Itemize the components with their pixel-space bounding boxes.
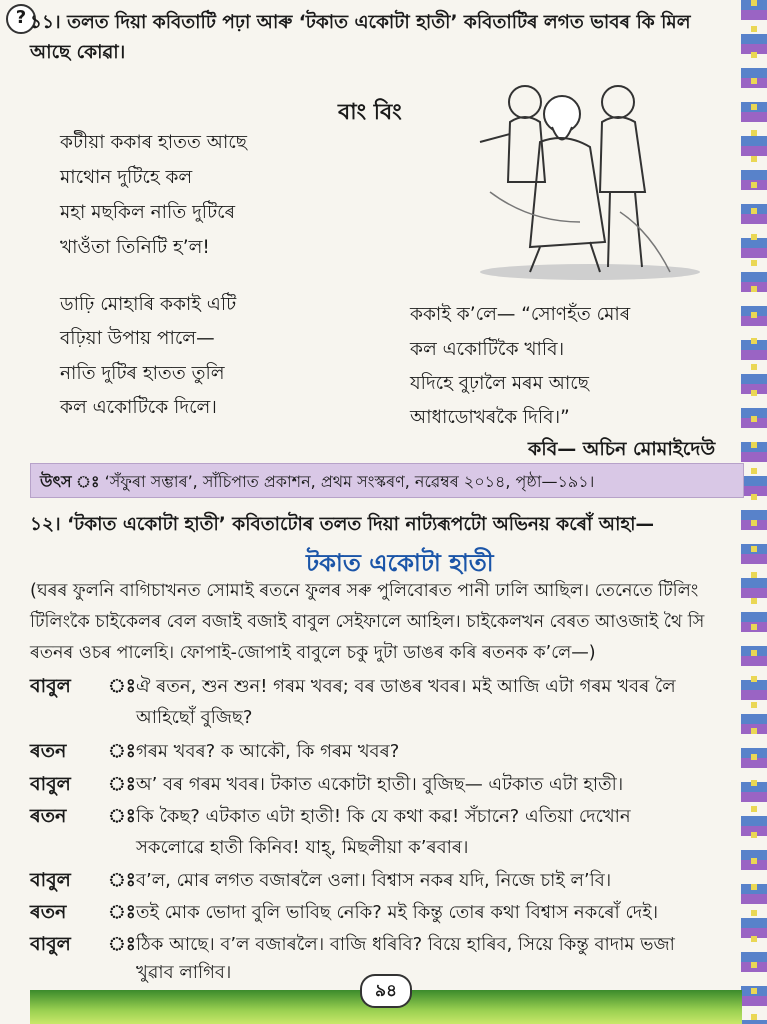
dialogue-colon: ঃ	[108, 675, 136, 697]
dialogue-colon: ঃ	[108, 901, 136, 923]
poem-line: কল একোটিকৈ খাবি।	[410, 339, 565, 360]
play-title: টকাত একোটা হাতী	[306, 549, 494, 577]
poem-line: আধাডোখৰকৈ দিবি।”	[410, 407, 570, 428]
poem-line: কটীয়া ককাৰ হাতত আছে	[60, 132, 247, 153]
dialogue-line: ব’ল, মোৰ লগত বজাৰলৈ ওলা। বিশ্বাস নকৰ যদি, নিজে চাই ল’বি।	[136, 870, 612, 891]
poem-line: ডাঢ়ি মোহাৰি ককাই এটি	[60, 294, 237, 315]
dialogue-colon: ঃ	[108, 869, 136, 891]
question-icon: ?	[6, 4, 36, 34]
dialogue-line: আহিছোঁ বুজিছ?	[136, 707, 253, 728]
dialogue-line: কি কৈছ? এটকাত এটা হাতী! কি যে কথা কৱ! সঁচানে? এতিয়া দেখোন	[136, 806, 631, 827]
dialogue-line: তই মোক ভোদা বুলি ভাবিছ নেকি? মই কিন্তু তোৰ কথা বিশ্বাস নকৰোঁ দেই।	[136, 902, 659, 923]
dialogue-line: অ’ বৰ গৰম খবৰ। টকাত একোটা হাতী। বুজিছ— এটকাত এটা হাতী।	[136, 774, 624, 795]
page-number: ৯৪	[360, 974, 412, 1008]
dialogue-speaker: ৰতন	[30, 901, 67, 923]
poem-title: বাং বিং	[338, 100, 402, 125]
source-line	[40, 469, 594, 496]
decorative-border	[741, 0, 767, 1024]
question-11-line2: আছে কোৱা।	[30, 42, 126, 63]
poem-line: বঢ়িয়া উপায় পালে—	[60, 328, 215, 349]
stage-direction-line: ৰতনৰ ওচৰ পালেহি। ফোপাই-জোপাই বাবুলে চকু দুটা ডাঙৰ কৰি ৰতনক ক’লে—)	[30, 643, 596, 663]
poet-credit: কবি— অচিন মোমাইদেউ	[528, 438, 716, 460]
dialogue-line: ঠিক আছে। ব’ল বজাৰলৈ। বাজি ধৰিবি? বিয়ে হাৰিব, সিয়ে কিন্তু বাদাম ভজা	[136, 934, 675, 955]
dialogue-line: ঐ ৰতন, শুন শুন! গৰম খবৰ; বৰ ডাঙৰ খবৰ। মই আজি এটা গৰম খবৰ লৈ	[136, 676, 676, 697]
dialogue-speaker: বাবুল	[30, 933, 71, 955]
dialogue-speaker: বাবুল	[30, 675, 71, 697]
dialogue-line: খুৱাব লাগিব।	[136, 962, 232, 983]
grandfather-children-illustration	[470, 72, 715, 282]
poem-line: খাওঁতা তিনিটি হ’ল!	[60, 237, 210, 258]
question-12: ১২। ‘টকাত একোটা হাতী’ কবিতাটোৰ তলত দিয়া নাট্যৰূপটো অভিনয় কৰোঁ আহা—	[30, 514, 655, 535]
stage-direction-line: টিলিংকৈ চাইকেলৰ বেল বজাই বজাই বাবুল সেইফালে আহিল। চাইকেলখন বেৰত আওজাই থৈ সি	[30, 612, 705, 632]
poem-line: ককাই ক’লে— “সোণহঁত মোৰ	[410, 304, 631, 325]
dialogue-speaker: ৰতন	[30, 740, 67, 762]
poem-line: মাথোন দুটিহে কল	[60, 167, 193, 188]
dialogue-line: গৰম খবৰ? ক আকৌ, কি গৰম খবৰ?	[136, 741, 400, 762]
dialogue-speaker: ৰতন	[30, 805, 67, 827]
poem-line: মহা মছকিল নাতি দুটিৰে	[60, 202, 236, 223]
stage-direction-line: (ঘৰৰ ফুলনি বাগিচাখনত সোমাই ৰতনে ফুলৰ সৰু পুলিবোৰত পানী ঢালি আছিল। তেনেতে টিলিং	[30, 581, 699, 601]
poem-line: যদিহে বুঢ়ালৈ মৰম আছে	[410, 373, 589, 394]
source-label: উৎস ঃ	[40, 472, 100, 491]
dialogue-line: সকলোৱে হাতী কিনিব! যাহ্, মিছলীয়া ক’ৰবাৰ।	[136, 837, 469, 858]
source-text: ‘সঁফুৰা সম্ভাৰ’, সাঁচিপাত প্ৰকাশন, প্ৰথম সংস্কৰণ, নৱেম্বৰ ২০১৪, পৃষ্ঠা—১৯১।	[104, 472, 595, 491]
poem-line: নাতি দুটিৰ হাতত তুলি	[60, 363, 225, 384]
dialogue-colon: ঃ	[108, 805, 136, 827]
dialogue-colon: ঃ	[108, 740, 136, 762]
dialogue-speaker: বাবুল	[30, 773, 71, 795]
dialogue-colon: ঃ	[108, 773, 136, 795]
question-11-line1: ১১। তলত দিয়া কবিতাটি পঢ়া আৰু ‘টকাত একোটা হাতী’ কবিতাটিৰ লগত ভাবৰ কি মিল	[30, 12, 691, 33]
poem-line: কল একোটিকে দিলে।	[60, 397, 217, 418]
dialogue-colon: ঃ	[108, 933, 136, 955]
dialogue-speaker: বাবুল	[30, 869, 71, 891]
